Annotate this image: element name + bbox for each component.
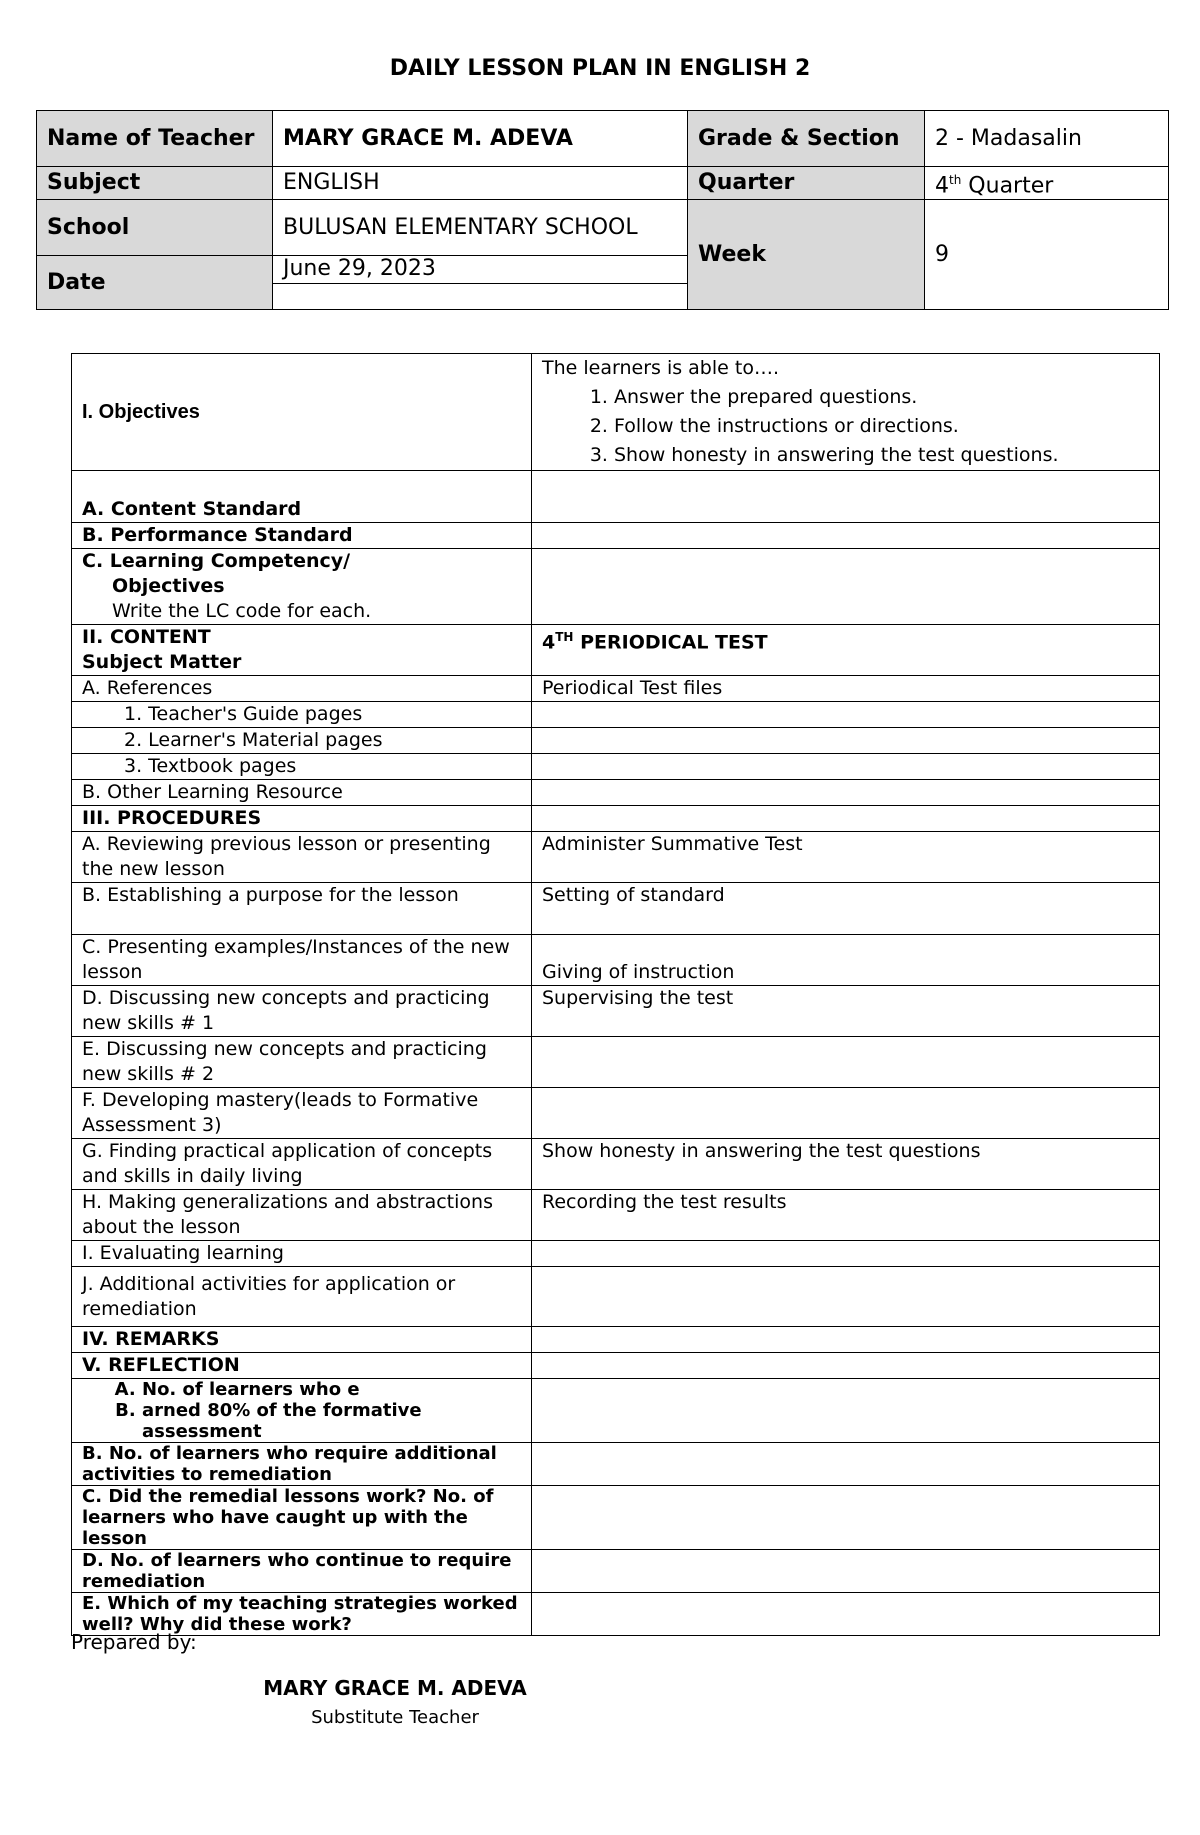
lesson-plan-table: [71, 353, 1160, 1636]
teacher-info-table: [36, 110, 1169, 310]
proc-b-value: Setting of standard: [532, 883, 1160, 935]
proc-f-label: F. Developing mastery(leads to Formative Assessment 3): [72, 1088, 532, 1139]
objective-item: 2. Follow the instructions or directions.: [614, 412, 1149, 441]
proc-g-value: Show honesty in answering the test questions: [532, 1139, 1160, 1190]
objectives-intro: The learners is able to….: [542, 357, 779, 379]
subject-label: Subject: [37, 167, 273, 200]
lm-pages-label: 2. Learner's Material pages: [72, 728, 532, 754]
proc-d-label: D. Discussing new concepts and practicing new skills # 1: [72, 986, 532, 1037]
proc-e-label: E. Discussing new concepts and practicing new skills # 2: [72, 1037, 532, 1088]
remarks-label: IV. REMARKS: [72, 1327, 532, 1353]
references-label: A. References: [72, 676, 532, 702]
refl-a-item: B. arned 80% of the formative assessment: [142, 1400, 521, 1442]
references-value: Periodical Test files: [532, 676, 1160, 702]
refl-c-label: C. Did the remedial lessons work? No. of learners who have caught up with the lesson: [72, 1486, 532, 1550]
objectives-list: [542, 383, 1149, 470]
refl-b-label: B. No. of learners who require additional activities to remediation: [72, 1443, 532, 1486]
grade-value: 2 - Madasalin: [925, 111, 1169, 167]
content-value: 4TH PERIODICAL TEST: [532, 625, 1160, 676]
date-extra-cell: [273, 284, 688, 310]
refl-a-cell: [72, 1379, 532, 1443]
proc-i-label: I. Evaluating learning: [72, 1241, 532, 1267]
reflection-label: V. REFLECTION: [72, 1353, 532, 1379]
week-label: Week: [688, 200, 925, 310]
proc-j-label: J. Additional activities for application or remediation: [72, 1267, 532, 1327]
learning-competency-cell: C. Learning Competency/ Objectives Write the LC code for each.: [72, 549, 532, 625]
other-resource-label: B. Other Learning Resource: [72, 780, 532, 806]
quarter-label: Quarter: [688, 167, 925, 200]
performance-standard-label: B. Performance Standard: [72, 523, 532, 549]
proc-d-value: Supervising the test: [532, 986, 1160, 1037]
procedures-label: III. PROCEDURES: [72, 806, 532, 832]
refl-e-label: E. Which of my teaching strategies worked well? Why did these work?: [72, 1593, 532, 1636]
week-value: 9: [925, 200, 1169, 310]
objective-item: 3. Show honesty in answering the test questions.: [614, 441, 1149, 470]
signatory-role: Substitute Teacher: [311, 1707, 479, 1728]
prepared-by-label: Prepared by:: [71, 1630, 197, 1654]
date-label: Date: [37, 256, 273, 310]
proc-a-label: A. Reviewing previous lesson or presenting the new lesson: [72, 832, 532, 883]
proc-a-value: Administer Summative Test: [532, 832, 1160, 883]
name-value: MARY GRACE M. ADEVA: [273, 111, 688, 167]
tb-pages-label: 3. Textbook pages: [72, 754, 532, 780]
proc-h-label: H. Making generalizations and abstractions about the lesson: [72, 1190, 532, 1241]
tg-pages-label: 1. Teacher's Guide pages: [72, 702, 532, 728]
objectives-label: I. Objectives: [72, 354, 532, 471]
objectives-cell: [532, 354, 1160, 471]
proc-c-label: C. Presenting examples/Instances of the new lesson: [72, 935, 532, 986]
school-label: School: [37, 200, 273, 256]
proc-h-value: Recording the test results: [532, 1190, 1160, 1241]
content-label-cell: II. CONTENT Subject Matter: [72, 625, 532, 676]
refl-d-label: D. No. of learners who continue to require remediation: [72, 1550, 532, 1593]
content-standard-label: A. Content Standard: [72, 471, 532, 523]
grade-label: Grade & Section: [688, 111, 925, 167]
school-value: BULUSAN ELEMENTARY SCHOOL: [273, 200, 688, 256]
document-title: DAILY LESSON PLAN IN ENGLISH 2: [389, 56, 811, 81]
signatory-name: MARY GRACE M. ADEVA: [263, 1676, 527, 1700]
subject-value: ENGLISH: [273, 167, 688, 200]
proc-b-label: B. Establishing a purpose for the lesson: [72, 883, 532, 935]
proc-g-label: G. Finding practical application of concepts and skills in daily living: [72, 1139, 532, 1190]
quarter-value: 4th Quarter: [925, 167, 1169, 200]
name-label: Name of Teacher: [37, 111, 273, 167]
objective-item: 1. Answer the prepared questions.: [614, 383, 1149, 412]
proc-c-value: Giving of instruction: [532, 935, 1160, 986]
date-value: June 29, 2023: [273, 256, 688, 284]
refl-a-item: A. No. of learners who e: [142, 1379, 521, 1400]
